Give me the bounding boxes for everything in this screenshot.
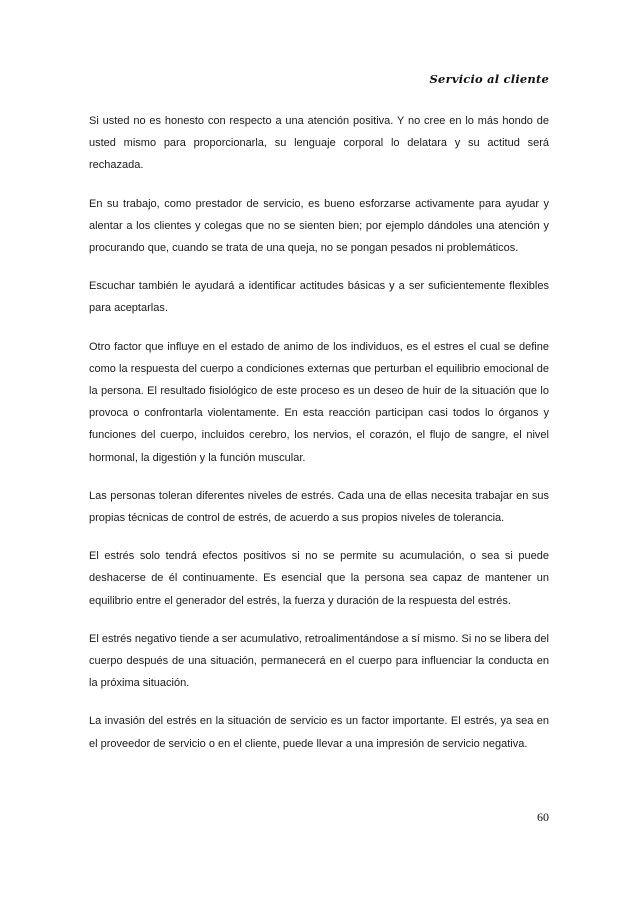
- paragraph-6: El estrés solo tendrá efectos positivos si no se permite su acumulación, o sea si puede deshacerse de él continuamente. Es esencial que la persona sea capaz de mantener un equilibrio entre el generador del estrés, la fuerza y duración de la respuesta del estrés.: [89, 550, 549, 607]
- paragraph-4: Otro factor que influye en el estado de animo de los individuos, es el estres el cual se define como la respuesta del cuerpo a condiciones externas que perturban el equilibrio emocional de la persona. El resultado fisiológico de este proceso es un deseo de huir de la situación que lo provoca o confrontarla violentamente. En esta reacción participan casi todos lo órganos y funciones del cuerpo, incluidos cerebro, los nervios, el corazón, el flujo de sangre, el nivel hormonal, la digestión y la función muscular.: [89, 340, 549, 464]
- paragraph-8: La invasión del estrés en la situación de servicio es un factor importante. El estrés, ya sea en el proveedor de servicio o en el cliente, puede llevar a una impresión de servicio negativa.: [89, 715, 549, 750]
- paragraph-1: Si usted no es honesto con respecto a una atención positiva. Y no cree en lo más hondo de usted mismo para proporcionarla, su lenguaje corporal lo delatara y su actitud será rechazada.: [89, 115, 549, 172]
- paragraph-5: Las personas toleran diferentes niveles de estrés. Cada una de ellas necesita trabajar en sus propias técnicas de control de estrés, de acuerdo a sus propios niveles de tolerancia.: [89, 489, 549, 525]
- paragraph-2: En su trabajo, como prestador de servicio, es bueno esforzarse activamente para ayudar y alentar a los clientes y colegas que no se sienten bien; por ejemplo dándoles una atención y procurando que, cuando se trata de una queja, no se pongan pesados ni problemáticos.: [89, 197, 549, 255]
- body-text: [89, 110, 549, 771]
- paragraph-7: El estrés negativo tiende a ser acumulativo, retroalimentándose a sí mismo. Si no se libera del cuerpo después de una situación, permanecerá en el cuerpo para influenciar la conducta en la próxima situación.: [89, 632, 549, 690]
- running-header-title: Servicio al cliente: [429, 72, 549, 86]
- page-number: 60: [537, 810, 549, 824]
- paragraph-3: Escuchar también le ayudará a identificar actitudes básicas y a ser suficientemente flexibles para aceptarlas.: [89, 280, 549, 315]
